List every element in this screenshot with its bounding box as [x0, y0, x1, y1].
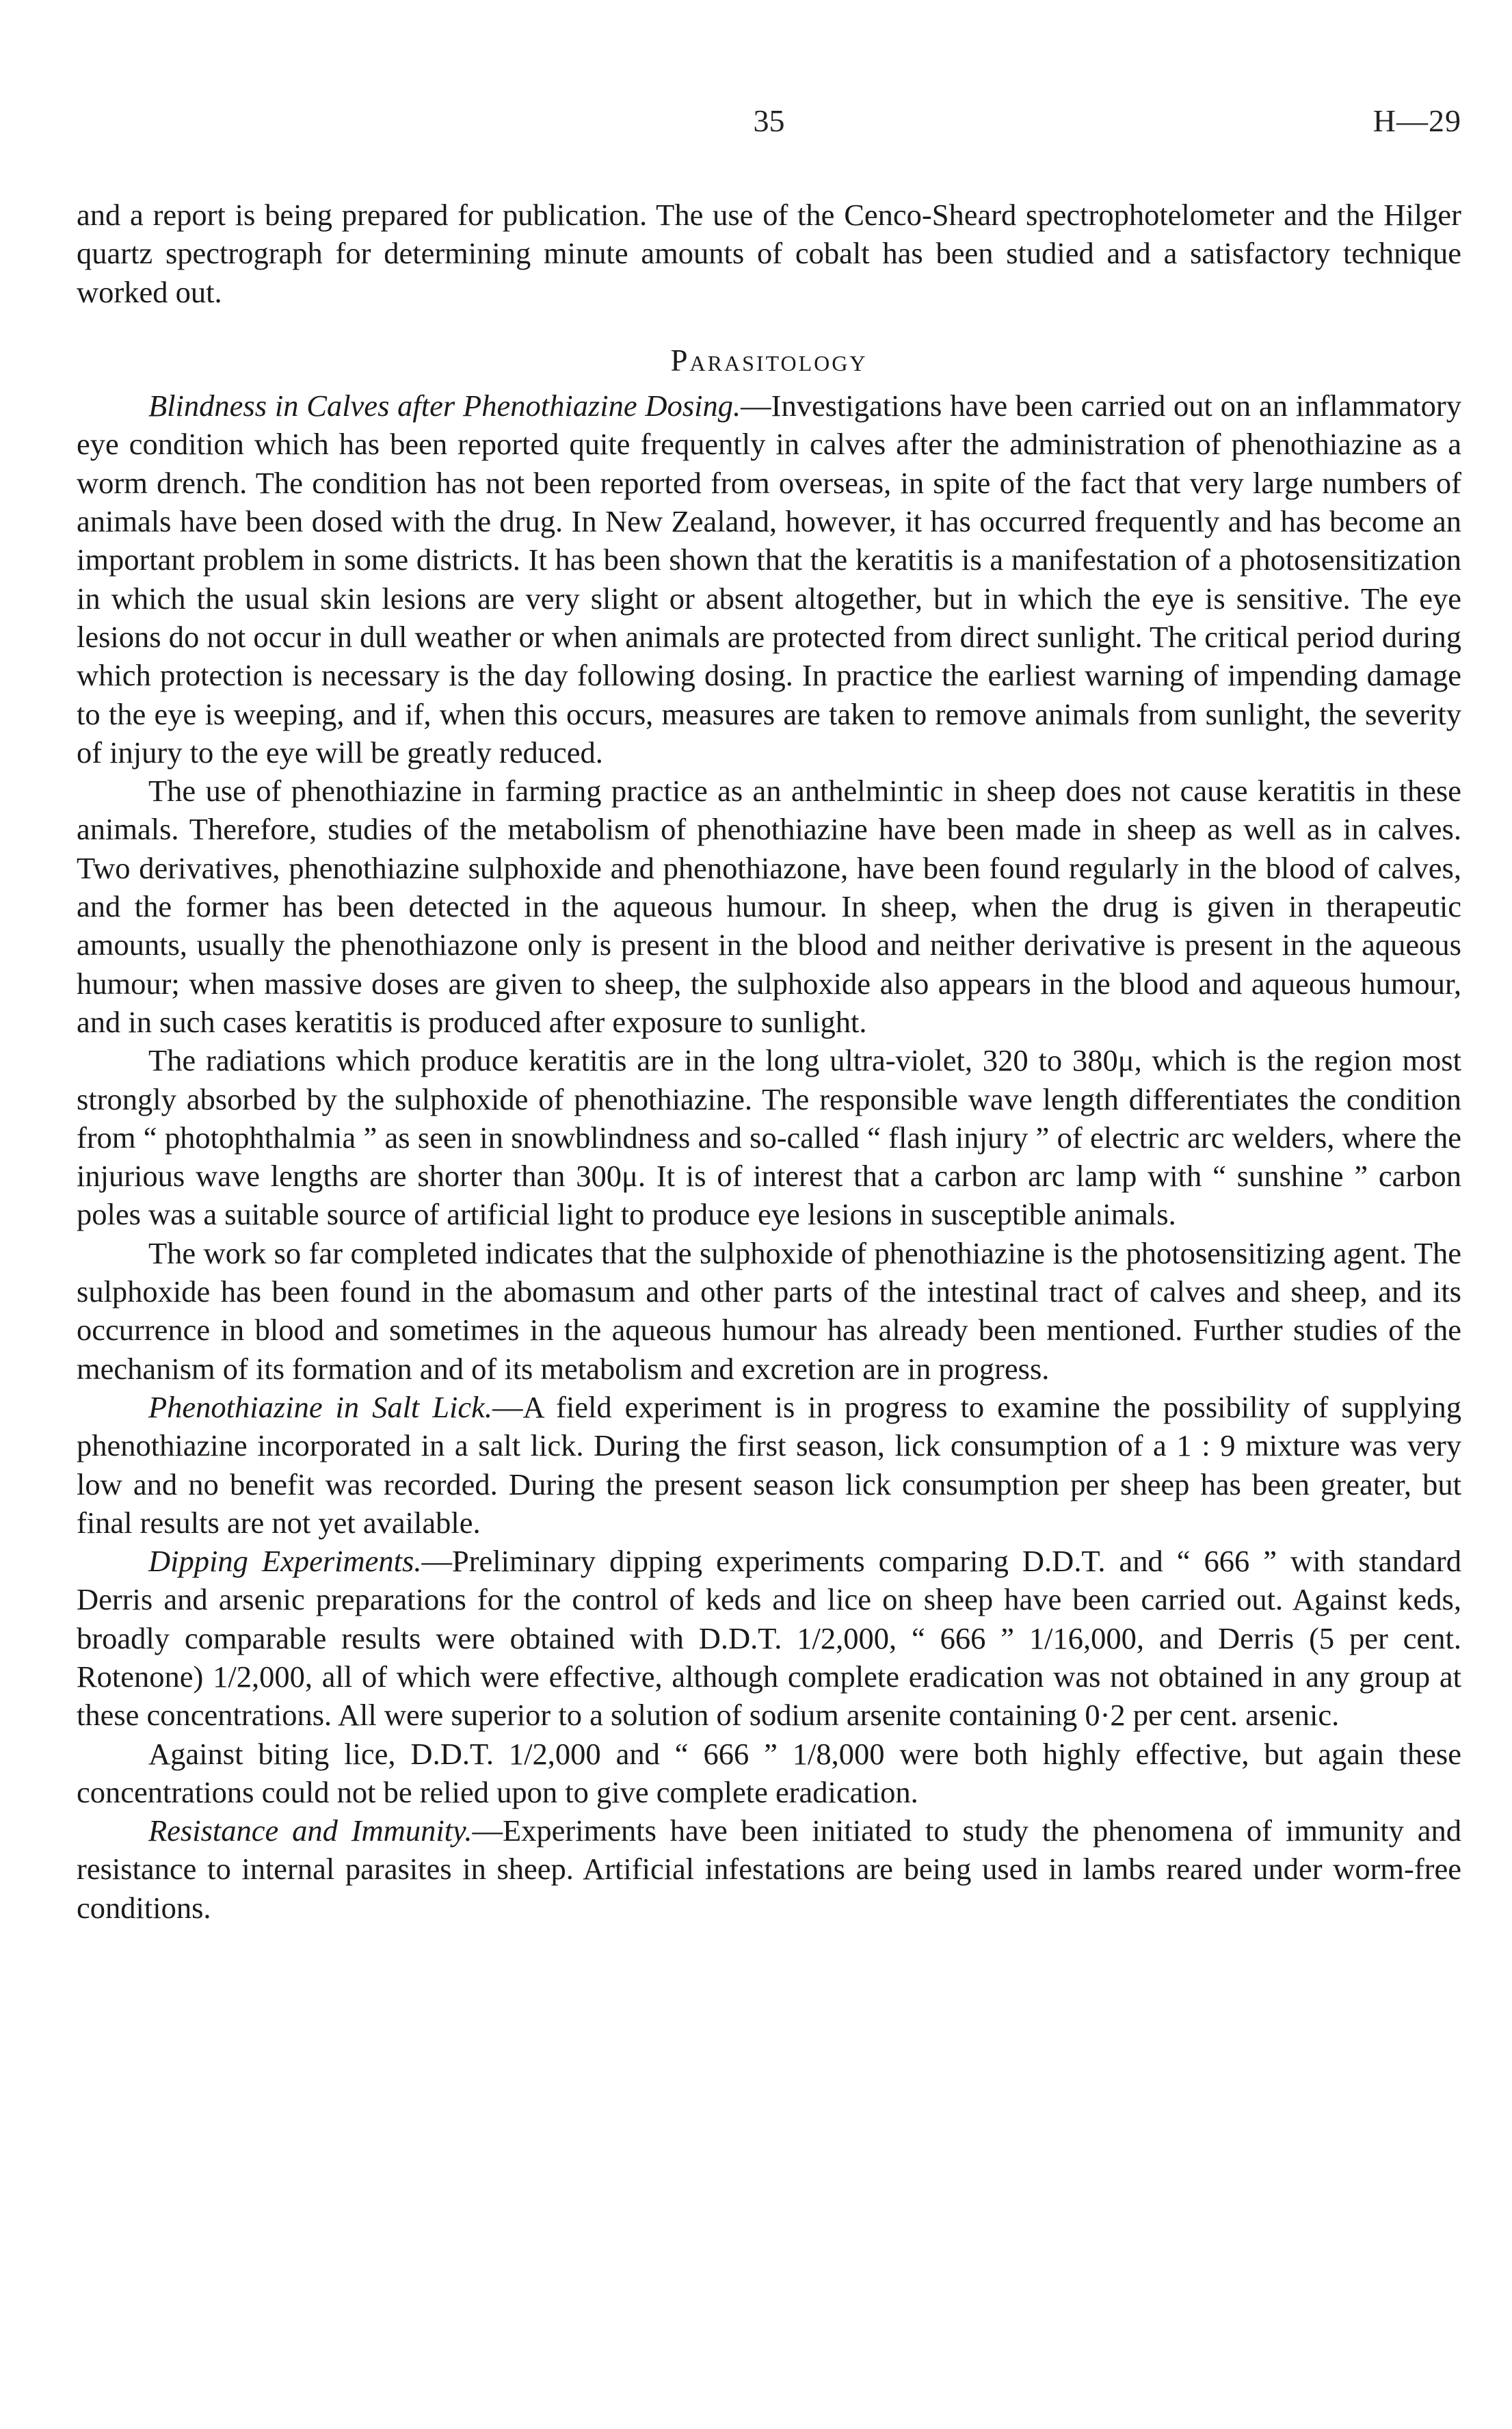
salt-lick-title: Phenothiazine in Salt Lick.: [148, 1389, 492, 1424]
work-completed-paragraph: The work so far completed indicates that the sulphoxide of phenothiazine is the photosensitizing agent. The sulphoxide has been found in the abomasum and other parts of the intestinal tract of calves and sheep, and its occurrence in blood and sometimes in the aqueous humour has already been mentioned. Further studies of the mechanism of its formation and of its metabolism and excretion are in progress.: [77, 1235, 1461, 1386]
blindness-title: Blindness in Calves after Phenothiazine Dosing.: [148, 389, 741, 423]
blindness-text: —Investigations have been carried out on an inflammatory eye condition which has been reported quite frequently in calves after the administration of phenothiazine as a worm drench. The condition has not been reported from overseas, in spite of the fact that very large numbers of animals have been dosed with the drug. In New Zealand, however, it has occurred frequently and has become an important problem in some districts. It has been shown that the keratitis is a manifestation of a photosensitization in which the usual skin lesions are very slight or absent altogether, but in which the eye is sensitive. The eye lesions do not occur in dull weather or when animals are protected from direct sunlight. The critical period during which protection is necessary is the day following dosing. In practice the earliest warning of impending damage to the eye is weeping, and if, when this occurs, measures are taken to remove animals from sunlight, the severity of injury to the eye will be greatly reduced.: [77, 389, 1461, 770]
biting-lice-paragraph: Against biting lice, D.D.T. 1/2,000 and “ 666 ” 1/8,000 were both highly effective, but again these concentrations could not be relied upon to give complete eradication.: [77, 1736, 1461, 1809]
blindness-paragraph: [77, 386, 1461, 772]
section-heading-parasitology: Parasitology: [670, 343, 868, 378]
radiations-paragraph: The radiations which produce keratitis are in the long ultra-violet, 320 to 380μ, which is the region most strongly absorbed by the sulphoxide of phenothiazine. The responsible wave length differentiates the condition from “ photophthalmia ” as seen in snowblindness and so-called “ flash injury ” of electric arc welders, where the injurious wave lengths are shorter than 300μ. It is of interest that a carbon arc lamp with “ sunshine ” carbon poles was a suitable source of artificial light to produce eye lesions in susceptible animals.: [77, 1043, 1461, 1232]
document-body: [77, 196, 1461, 1927]
dipping-paragraph: [77, 1542, 1461, 1734]
resistance-text: —Experiments have been initiated to study the phenomena of immunity and resistance to internal parasites in sheep. Artificial infestations are being used in lambs reared under worm-free conditions.: [77, 1813, 1461, 1925]
dipping-title: Dipping Experiments.: [148, 1544, 422, 1579]
intro-paragraph: and a report is being prepared for publication. The use of the Cenco-Sheard spectrophotelometer and the Hilger quartz spectrograph for determining minute amounts of cobalt has been studied and a satisfactory technique worked out.: [77, 198, 1461, 309]
salt-lick-text: —A field experiment is in progress to examine the possibility of supplying phenothiazine incorporated in a salt lick. During the first season, lick consumption of a 1 : 9 mixture was very low and no benefit was recorded. During the present season lick consumption per sheep has been greater, but final results are not yet available.: [77, 1389, 1461, 1540]
resistance-paragraph: [77, 1811, 1461, 1927]
page-header: [77, 103, 1461, 150]
page-number: 35: [753, 103, 785, 138]
dipping-text: —Preliminary dipping experiments comparing D.D.T. and “ 666 ” with standard Derris and arsenic preparations for the control of keds and lice on sheep have been carried out. Against keds, broadly comparable results were obtained with D.D.T. 1/2,000, “ 666 ” 1/16,000, and Derris (5 per cent. Rotenone) 1/2,000, all of which were effective, although complete eradication was not obtained in any group at these concentrations. All were superior to a solution of sodium arsenite containing 0·2 per cent. arsenic.: [77, 1544, 1461, 1733]
phenothiazine-sheep-paragraph: The use of phenothiazine in farming practice as an anthelmintic in sheep does not cause keratitis in these animals. Therefore, studies of the metabolism of phenothiazine have been made in sheep as well as in calves. Two derivatives, phenothiazine sulphoxide and phenothiazone, have been found regularly in the blood of calves, and the former has been detected in the aqueous humour. In sheep, when the drug is given in therapeutic amounts, usually the phenothiazone only is present in the blood and neither derivative is present in the aqueous humour; when massive doses are given to sheep, the sulphoxide also appears in the blood and aqueous humour, and in such cases keratitis is produced after exposure to sunlight.: [77, 774, 1461, 1039]
resistance-title: Resistance and Immunity.: [148, 1813, 473, 1848]
document-code: H—29: [1372, 103, 1461, 138]
salt-lick-paragraph: [77, 1388, 1461, 1542]
